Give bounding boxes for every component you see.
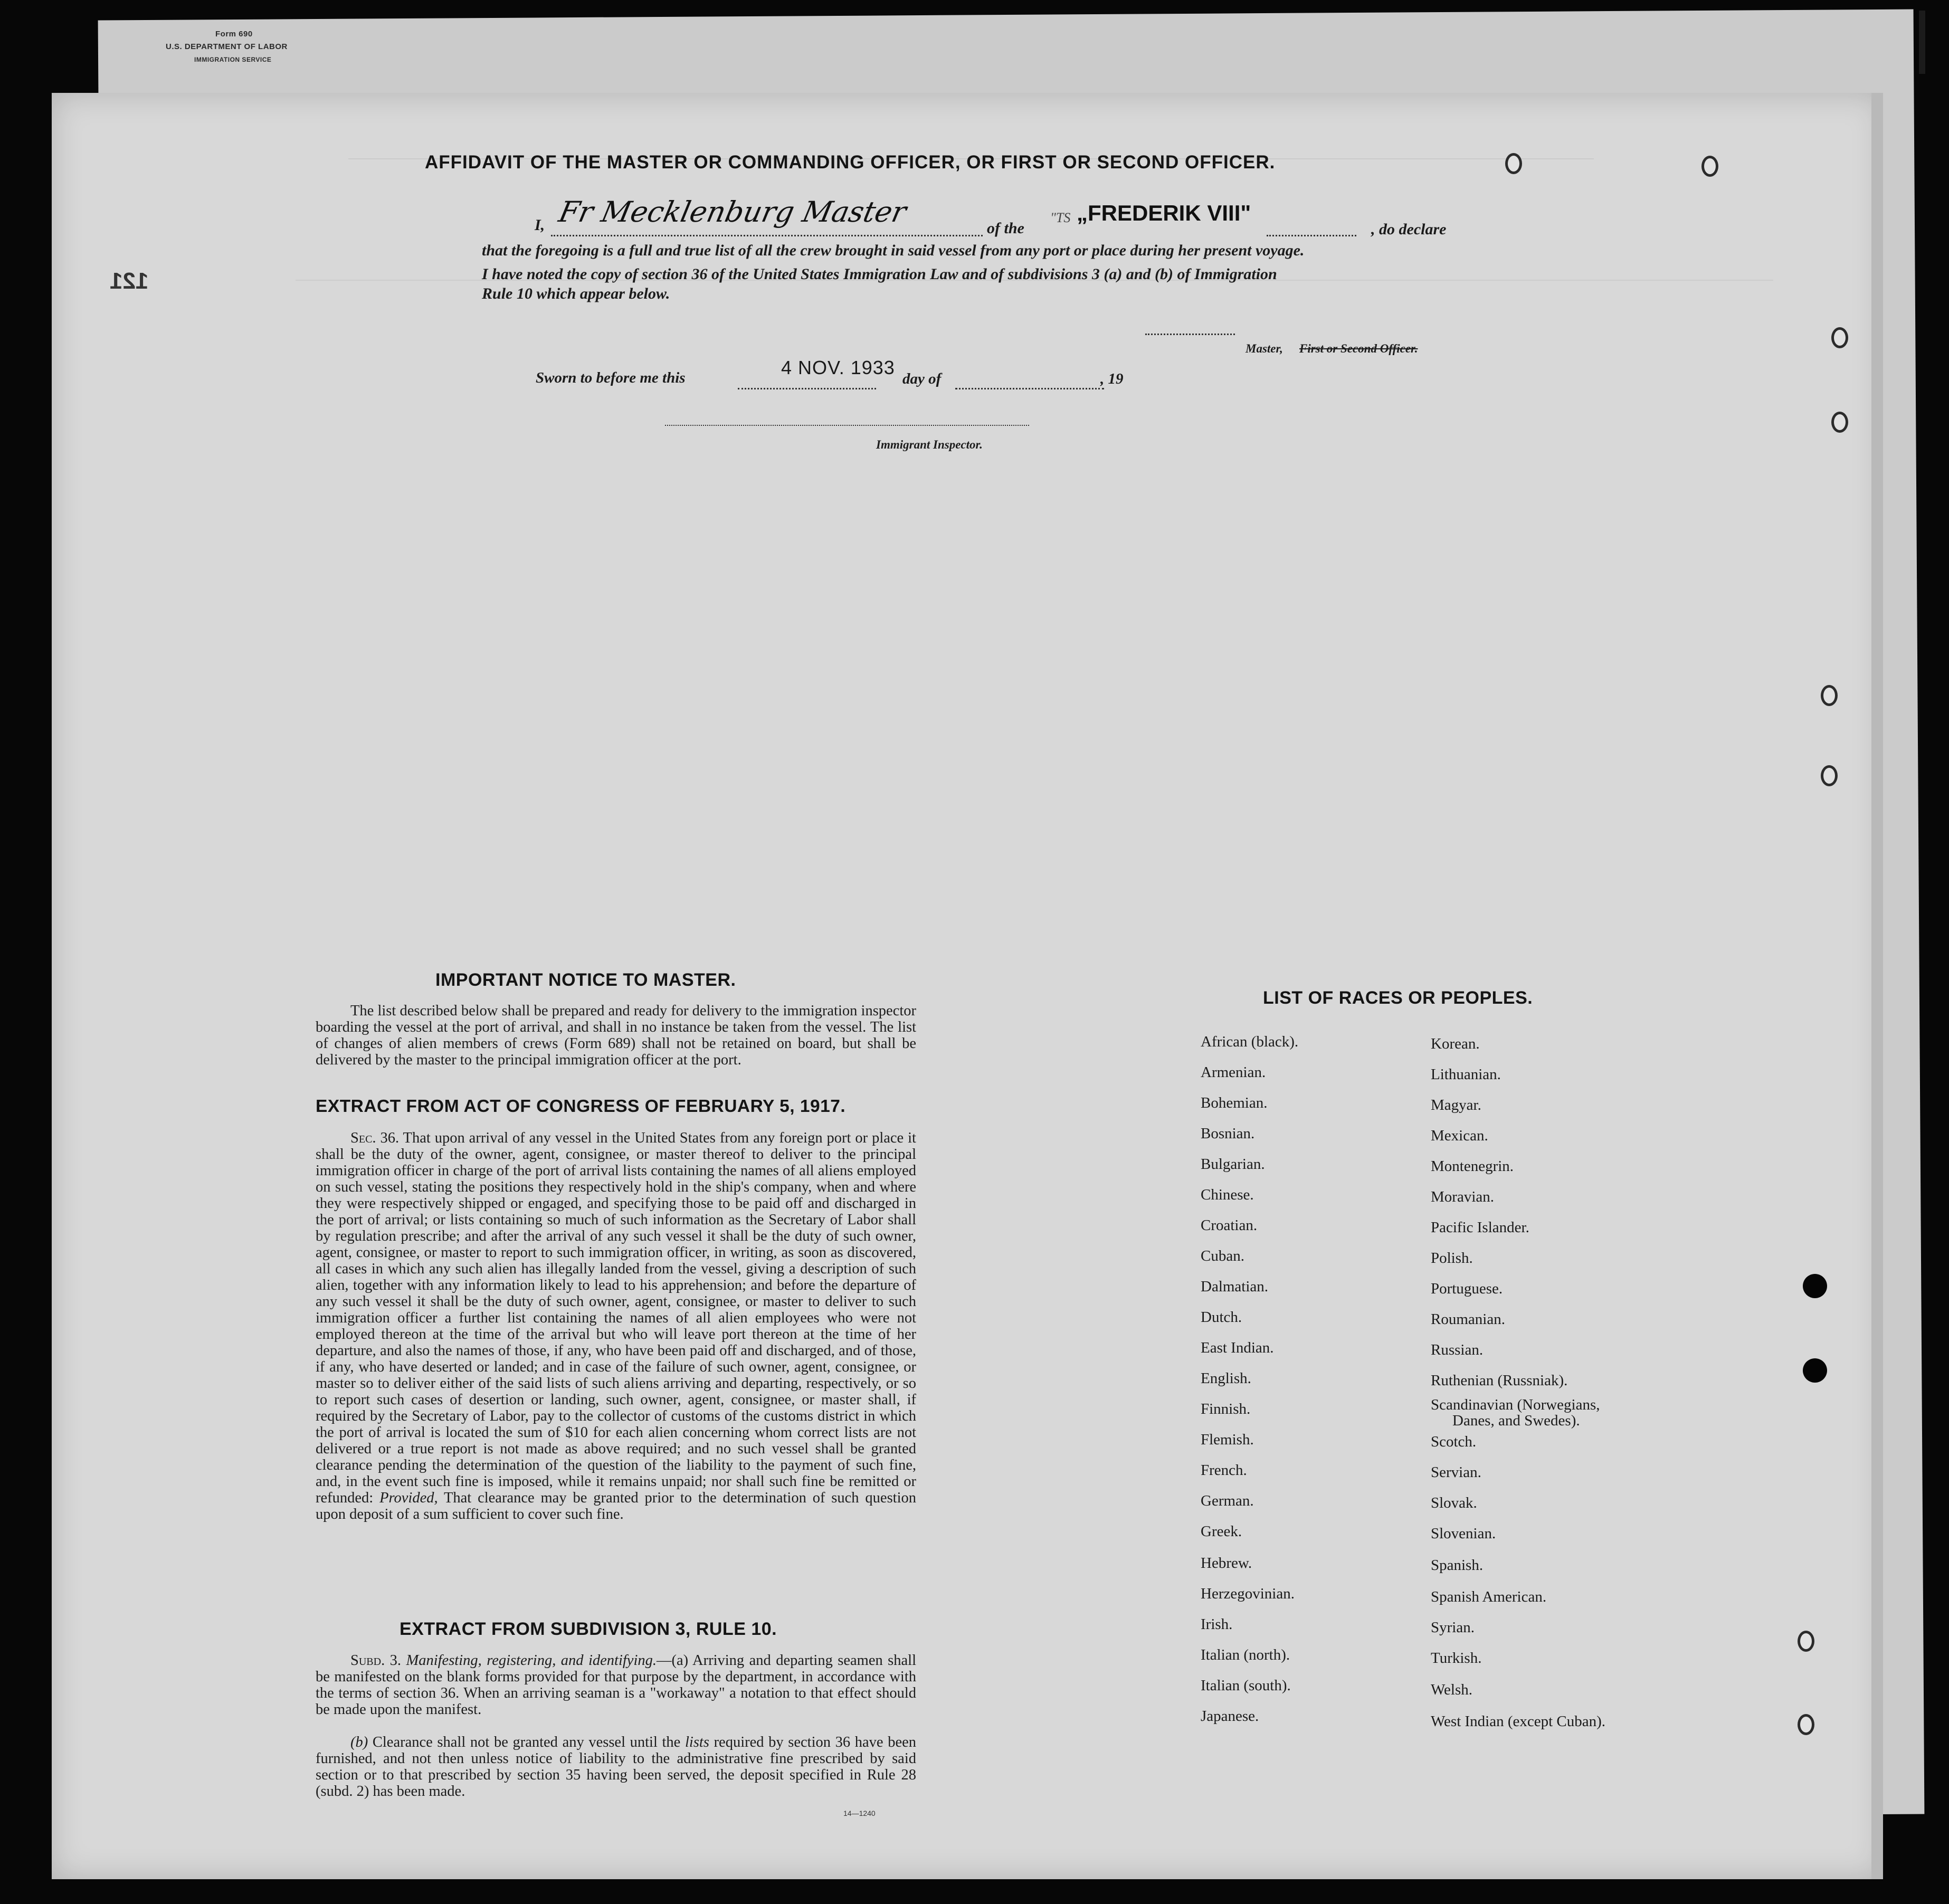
rule-heading: EXTRACT FROM SUBDIVISION 3, RULE 10. [400,1619,777,1639]
race-left-item: French. [1201,1462,1247,1479]
race-right-item: Montenegrin. [1431,1158,1514,1175]
race-left-item: Bohemian. [1201,1094,1268,1111]
rule-subd-a [316,1652,916,1718]
race-right-item: Spanish American. [1431,1588,1547,1605]
races-heading: LIST OF RACES OR PEOPLES. [1263,988,1533,1008]
binder-ring [1821,685,1838,706]
vessel-prefix: "TS [1050,210,1071,225]
race-left-item: Italian (north). [1201,1646,1290,1663]
race-right-item: Lithuanian. [1431,1066,1501,1083]
margin-number: 121 [110,268,149,294]
race-left-item: Herzegovinian. [1201,1585,1295,1602]
affidavit-i: I, [535,216,545,234]
service-label: IMMIGRATION SERVICE [194,56,272,63]
race-left-item: Bosnian. [1201,1125,1255,1142]
race-right-item: Danes, and Swedes). [1452,1412,1580,1429]
race-right-item: Scandinavian (Norwegians, [1431,1396,1600,1413]
race-left-item: African (black). [1201,1033,1299,1050]
officer-struck: First or Second Officer. [1299,342,1418,355]
race-right-item: Polish. [1431,1250,1473,1267]
race-left-item: Dutch. [1201,1309,1242,1326]
race-left-item: Armenian. [1201,1064,1266,1081]
race-left-item: Dalmatian. [1201,1278,1269,1295]
race-right-item: Pacific Islander. [1431,1219,1529,1236]
binder-ring [1821,765,1838,786]
binder-ring [1505,153,1522,174]
vessel-name: „FREDERIK VIII" [1077,201,1251,225]
race-right-item: West Indian (except Cuban). [1431,1713,1606,1730]
race-right-item: Ruthenian (Russniak). [1431,1372,1568,1389]
race-left-item: Finnish. [1201,1401,1251,1417]
act-body-end: That clearance may be granted prior to the determination of such question upon deposit of a sum sufficient to cover such fine. [316,1490,916,1522]
race-left-item: Croatian. [1201,1217,1258,1234]
notice-text: The list described below shall be prepared and ready for delivery to the immigration inspector boarding the vessel at the port of arrival, and shall in no instance be taken from the vessel. The list of changes of alien members of crews (Form 689) shall not be retained on board, but shall be delivered by the master to the principal immigration officer at the port. [316,1003,916,1068]
binder-ring [1798,1631,1814,1652]
month-line [955,388,1104,389]
race-left-item: Japanese. [1201,1708,1259,1725]
vessel-line [1267,235,1356,236]
race-right-item: Servian. [1431,1464,1481,1481]
department-label: U.S. DEPARTMENT OF LABOR [166,42,288,51]
subd-a-text: —(a) Arriving and departing seamen shall be manifested on the blank forms provided for that purpose by the department, in accordance with the terms of section 36. When an arriving seaman is a "workaway" a notation to that effect should be made upon the manifest. [316,1652,917,1718]
date-line [738,388,876,389]
race-right-item: Spanish. [1431,1557,1484,1574]
affidavit-line-3: I have noted the copy of section 36 of the United States Immigration Law and of subdivisions 3 (a) and (b) of Immigration [482,265,1277,283]
inspector-sign-line [665,425,1029,426]
race-right-item: Slovak. [1431,1494,1477,1511]
race-right-item: Scotch. [1431,1433,1477,1450]
race-right-item: Magyar. [1431,1097,1481,1113]
race-right-item: Turkish. [1431,1650,1482,1667]
race-right-item: Roumanian. [1431,1311,1505,1328]
day-of-label: day of [902,370,942,387]
race-right-item: Korean. [1431,1035,1480,1052]
race-left-item: Italian (south). [1201,1677,1291,1694]
subd-b-text-2: required by section 36 have been furnished, and not then unless notice of liability to the administrative fine prescribed by said section or to that prescribed by section 35 having been served, the deposit specified in Rule 28 (subd. 2) has been made. [316,1734,917,1800]
master-signature: Fr Mecklenburg Master [556,195,909,229]
race-left-item: East Indian. [1201,1339,1274,1356]
punch-hole [1803,1274,1827,1298]
race-left-item: Greek. [1201,1523,1242,1540]
race-left-item: Hebrew. [1201,1555,1252,1572]
do-declare: , do declare [1371,221,1447,238]
race-right-item: Syrian. [1431,1619,1475,1636]
provided-label: Provided, [379,1490,438,1506]
folio-number: 14—1240 [843,1809,876,1817]
master-sign-line [1145,334,1235,335]
binder-ring [1831,327,1848,348]
sworn-label: Sworn to before me this [536,369,686,386]
binder-ring [1798,1714,1814,1735]
binder-ring [1831,412,1848,433]
race-left-item: Irish. [1201,1616,1233,1633]
race-right-item: Russian. [1431,1341,1484,1358]
race-left-item: Cuban. [1201,1248,1244,1264]
race-left-item: German. [1201,1492,1254,1509]
race-left-item: Chinese. [1201,1186,1254,1203]
race-left-item: Flemish. [1201,1431,1254,1448]
sworn-date-stamp: 4 NOV. 1933 [781,357,895,378]
sec-label: Sec. 36. [350,1130,400,1146]
rule-subd-b [316,1734,916,1800]
of-the-label: of the [987,220,1024,237]
form-number: Form 690 [215,30,253,39]
binder-ring [1701,156,1718,177]
race-right-item: Mexican. [1431,1127,1488,1144]
year-label: , 19 [1100,370,1124,387]
act-heading: EXTRACT FROM ACT OF CONGRESS OF FEBRUARY 5, 1917. [316,1097,846,1116]
race-right-item: Moravian. [1431,1188,1494,1205]
act-body: That upon arrival of any vessel in the United States from any foreign port or place it shall be the duty of the owner, agent, consignee, or master thereof to deliver to the principal immigration officer in charge of the port of arrival lists containing the names of all aliens employed on such vessel, stating the positions they respectively hold in the ship's company, when and where they were respectively shipped or engaged, and specifying those to be paid off and discharged in the port of arrival; or lists containing so much of such information as the Secretary of Labor shall by regulation prescribe; and after the arrival of any such vessel it shall be the duty of such owner, agent, consignee, or master to report to such immigration officer, in writing, as soon as discovered, all cases in which any such alien has illegally landed from the vessel, giving a description of such alien, together with any information likely to lead to his apprehension; and before the departure of any such vessel it shall be the duty of such owner, agent, consignee, or master to deliver to such immigration officer a further list containing the names of all alien employees who were not employed thereon at the time of the arrival but who will leave port thereon at the time of her departure, and also the names of those, if any, who have been paid off and discharged, and of those, if any, who have deserted or landed; and in case of the failure of such owner, agent, consignee, or master so to deliver either of the said lists of such aliens arriving and departing, respectively, or so to report such cases of desertion or landing, such owner, agent, consignee, or master shall, if required by the Secretary of Labor, pay to the collector of customs of the customs district in which the port of arrival is located the sum of $10 for each alien concerning whom correct lists are not delivered or a true report is not made as above required; and no such vessel shall be granted clearance pending the determination of the question of the liability to the payment of such fine, and, in the event such fine is imposed, while it remains unpaid; nor shall such fine be remitted or refunded: [316,1130,916,1506]
race-right-item: Slovenian. [1431,1525,1496,1542]
race-right-item: Portuguese. [1431,1280,1503,1297]
signature-line [551,235,983,236]
affidavit-line-4: Rule 10 which appear below. [482,285,670,302]
race-left-item: English. [1201,1370,1251,1387]
race-left-item: Bulgarian. [1201,1156,1265,1173]
affidavit-title: AFFIDAVIT OF THE MASTER OR COMMANDING OFFICER, OR FIRST OR SECOND OFFICER. [425,152,1276,173]
affidavit-line-2: that the foregoing is a full and true list of all the crew brought in said vessel from any port or place during her present voyage. [482,242,1305,259]
manifest-page [52,93,1883,1879]
punch-hole [1803,1358,1827,1383]
subd-b-label: (b) [350,1734,368,1750]
notice-heading: IMPORTANT NOTICE TO MASTER. [435,970,736,990]
edge-clip [1919,11,1925,74]
subd-label: Subd. 3. [350,1652,402,1669]
subd-b-lists: lists [684,1734,709,1750]
inspector-label: Immigrant Inspector. [876,438,983,451]
act-text [316,1130,916,1522]
subd-b-text-1: Clearance shall not be granted any vessel until the [372,1734,681,1750]
race-right-item: Welsh. [1431,1681,1473,1698]
master-label: Master, [1246,342,1283,355]
subd-title: Manifesting, registering, and identifying. [406,1652,657,1669]
